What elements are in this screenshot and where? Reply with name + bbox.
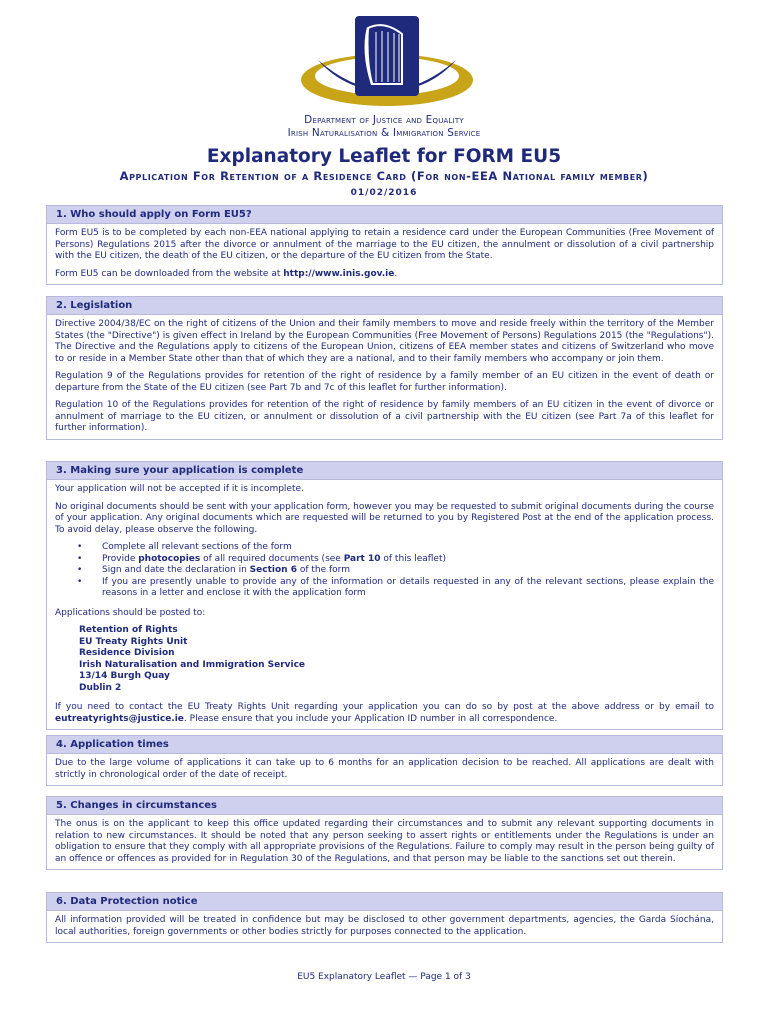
section-application-times xyxy=(46,735,723,786)
section-heading: 5. Changes in circumstances xyxy=(47,797,722,815)
page-subtitle: Application For Retention of a Residence Card (For non-EEA National family member) xyxy=(119,169,649,183)
section-text: Your application will not be accepted if it is incomplete. xyxy=(55,484,304,494)
website-link[interactable]: http://www.inis.gov.ie xyxy=(283,268,395,279)
address-line: Irish Naturalisation and Immigration Service xyxy=(79,659,306,670)
publication-date: 01/02/2016 xyxy=(350,188,418,198)
section-heading: 1. Who should apply on Form EU5? xyxy=(47,206,722,224)
section-text: Form EU5 is to be completed by each non-EEA national applying to retain a residence card under the European Communities (Free Movement of Persons) Regulations 2015 after the divorce or annulment of the marriage to the EU citizen, the annulment or dissolution of a civil partnership with the EU citizen, the death of the EU citizen, or the departure of the EU citizen from the State. xyxy=(55,228,714,261)
address-line: Residence Division xyxy=(79,648,175,658)
section-text: Regulation 10 of the Regulations provides for retention of the right of residence by family members of an EU citizen in the event of divorce or annulment of marriage to the EU citizen, or annulment or dissolution of a civil partnership with the EU citizen (see Part 7a of this leaflet for further information). xyxy=(55,400,714,433)
download-text: Form EU5 can be downloaded from the website at http://www.inis.gov.ie. xyxy=(55,268,398,279)
section-text: The onus is on the applicant to keep this office updated regarding their circumstances and to submit any relevant supporting documents in relation to new circumstances. It should be noted that any person seeking to assert rights or entitlements under the Regulations is under an obligation to ensure that they comply with all appropriate provisions of the Regulations. Failure to comply may result in the person being guilty of an offence or offences as provided for in Regulation 30 of the Regulations, and that person may be liable to the sanctions set out therein. xyxy=(55,819,714,864)
page-title: Explanatory Leaflet for FORM EU5 xyxy=(206,146,562,167)
page-footer: EU5 Explanatory Leaflet — Page 1 of 3 xyxy=(297,972,471,982)
list-item: • If you are presently unable to provide any of the information or details requested in any of the relevant sections, please explain the reasons in a letter and enclose it with the application form xyxy=(55,577,714,600)
section-data-protection xyxy=(46,892,723,943)
section-text: Directive 2004/38/EC on the right of citizens of the Union and their family members to move and reside freely within the territory of the Member States (the "Directive") is given effect in Ireland by the European Communities (Free Movement of Persons) Regulations 2015 (the "Regulations"). The Directive and the Regulations apply to citizens of the European Union, citizens of EEA member states and citizens of Switzerland who move to or reside in a Member State other than that of which they are a national, and to their family members who accompany or join them. xyxy=(55,319,714,364)
section-legislation xyxy=(46,296,723,440)
service-line: Irish Naturalisation & Immigration Service xyxy=(287,127,481,139)
address-line: 13/14 Burgh Quay xyxy=(79,671,170,681)
section-heading: 6. Data Protection notice xyxy=(47,893,722,911)
section-text: All information provided will be treated in confidence but may be disclosed to other government departments, agencies, the Garda Síochána, local authorities, foreign governments or other bodies strictly for purposes connected to the application. xyxy=(55,915,714,937)
section-heading: 2. Legislation xyxy=(47,297,722,315)
checklist xyxy=(55,542,714,600)
department-name xyxy=(0,114,768,140)
section-text: Regulation 9 of the Regulations provides for retention of the right of residence by a family member of an EU citizen in the event of death or departure from the State of the EU citizen (see Part 7b and 7c of this leaflet for further information). xyxy=(55,371,714,393)
section-heading: 3. Making sure your application is complete xyxy=(47,462,722,480)
department-line: Department of Justice and Equality xyxy=(304,114,464,126)
address-line: Retention of Rights xyxy=(79,625,178,635)
list-item: • Sign and date the declaration in Section 6 of the form xyxy=(55,565,714,577)
section-text: No original documents should be sent with your application form, however you may be requested to submit original documents during the course of your application. Any original documents which are requested will be returned to you by Registered Post at the end of the application process. To avoid delay, please observe the following. xyxy=(55,501,714,535)
address-line: EU Treaty Rights Unit xyxy=(79,636,188,647)
section-who-should-apply xyxy=(46,205,723,285)
section-changes-circumstances xyxy=(46,796,723,870)
section-text: Due to the large volume of applications it can take up to 6 months for an application decision to be reached. All applications are dealt with strictly in chronological order of the date of receipt. xyxy=(55,758,714,780)
section-application-complete xyxy=(46,461,723,730)
section-heading: 4. Application times xyxy=(47,736,722,754)
harp-crest-icon xyxy=(0,0,768,112)
contact-text: If you need to contact the EU Treaty Rights Unit regarding your application you can do so by post at the above address or by email to eutreatyrights@justice.ie. Please ensure that you include your Application ID number in all correspondence. xyxy=(55,702,714,724)
postal-address xyxy=(79,625,714,694)
section-text: Applications should be posted to: xyxy=(55,607,206,618)
list-item: • Provide photocopies of all required documents (see Part 10 of this leaflet) xyxy=(55,554,714,566)
address-line: Dublin 2 xyxy=(79,682,122,693)
email-link[interactable]: eutreatyrights@justice.ie xyxy=(55,713,184,724)
list-item: • Complete all relevant sections of the form xyxy=(55,542,714,554)
